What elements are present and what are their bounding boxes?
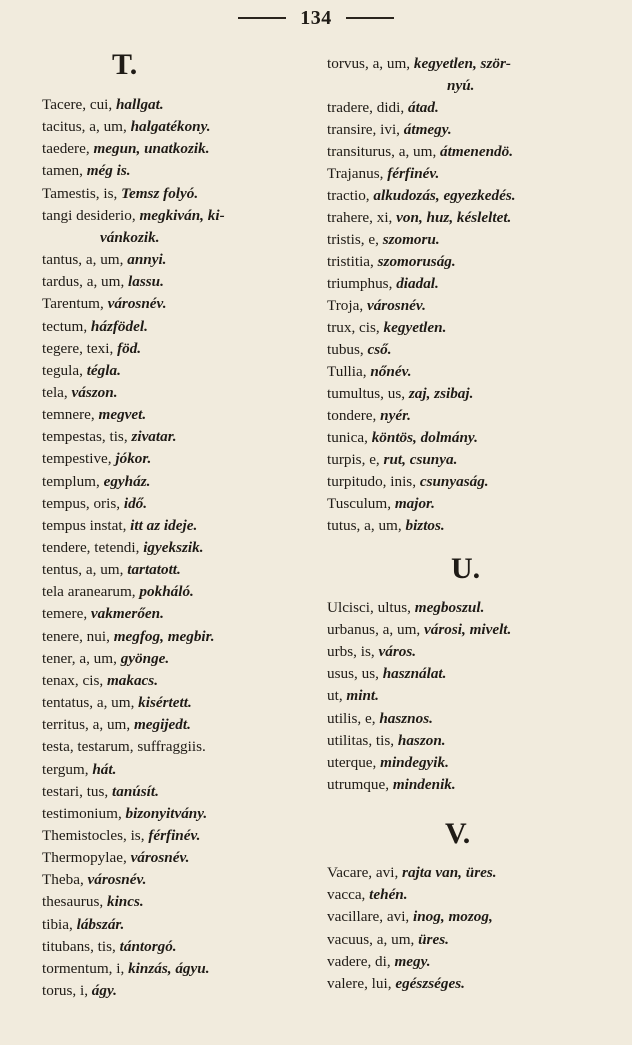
hungarian-translation: megvet. — [98, 406, 147, 424]
dictionary-entry — [42, 736, 206, 758]
hungarian-translation: makacs. — [106, 671, 158, 689]
hungarian-translation: használat. — [382, 665, 447, 683]
latin-headword: thesaurus, — [42, 893, 104, 911]
dictionary-entry — [327, 493, 435, 515]
hungarian-translation: tartatott. — [127, 561, 181, 579]
dictionary-entry — [42, 958, 210, 980]
latin-headword: Tusculum, — [327, 495, 392, 512]
hungarian-translation: egészséges. — [395, 975, 465, 992]
latin-headword: usus, us, — [327, 665, 379, 683]
dictionary-entry — [42, 581, 194, 603]
latin-headword: tondere, — [327, 407, 377, 424]
hungarian-translation: gyönge. — [120, 649, 170, 667]
dictionary-entry — [327, 361, 412, 383]
hungarian-translation: üres. — [418, 930, 449, 948]
hungarian-translation: mint. — [346, 687, 379, 705]
latin-headword: triumphus, — [327, 275, 393, 292]
dictionary-entry — [327, 427, 478, 449]
latin-headword: vacillare, avi, — [327, 908, 410, 926]
hungarian-translation: mindenik. — [392, 775, 456, 793]
hungarian-translation: mindegyik. — [380, 753, 449, 771]
hungarian-translation: nyér. — [380, 407, 411, 424]
latin-headword: trahere, xi, — [327, 209, 393, 226]
hungarian-translation: inog, mozog, — [413, 908, 493, 926]
latin-headword: testimonium, — [42, 804, 122, 822]
hungarian-translation: nőnév. — [370, 363, 412, 380]
dictionary-entry — [42, 891, 144, 913]
hungarian-translation: férfinév. — [148, 826, 201, 844]
hungarian-translation: kinzás, ágyu. — [128, 959, 210, 977]
hungarian-translation: rut, csunya. — [383, 451, 458, 468]
latin-headword: templum, — [42, 472, 100, 490]
dictionary-entry — [42, 648, 169, 670]
dictionary-entry — [327, 295, 426, 317]
dictionary-entry — [42, 426, 177, 448]
hungarian-translation: ágy. — [91, 982, 117, 999]
dictionary-entry — [42, 847, 189, 869]
dictionary-entry — [327, 119, 452, 141]
latin-headword: Tarentum, — [42, 295, 104, 313]
dictionary-entry — [42, 559, 181, 581]
hungarian-translation: jókor. — [115, 450, 152, 468]
hungarian-translation: köntös, dolmány. — [371, 429, 478, 446]
hungarian-translation: városnév. — [130, 849, 190, 867]
latin-headword: tacitus, a, um, — [42, 118, 127, 136]
dictionary-entry — [327, 383, 473, 405]
latin-headword: vacuus, a, um, — [327, 930, 415, 948]
hungarian-translation: rajta van, üres. — [402, 864, 497, 881]
hungarian-translation: város. — [378, 643, 417, 661]
latin-headword: trux, cis, — [327, 319, 380, 336]
dictionary-entry — [42, 404, 146, 426]
hungarian-translation: tégla. — [86, 361, 121, 379]
dictionary-entry — [327, 339, 392, 361]
hungarian-translation: vászon. — [71, 383, 118, 401]
hungarian-translation: cső. — [367, 341, 392, 358]
latin-headword: tangi desiderio, — [42, 206, 136, 224]
latin-headword: uterque, — [327, 753, 377, 771]
latin-headword: torus, i, — [42, 982, 88, 999]
hungarian-translation: bizonyitvány. — [125, 804, 208, 822]
dictionary-entry — [327, 685, 379, 707]
hungarian-translation: föd. — [117, 339, 142, 357]
hungarian-translation: tehén. — [369, 886, 408, 904]
header-dash-left — [238, 17, 286, 19]
latin-headword: utilis, e, — [327, 709, 376, 727]
hungarian-translation: biztos. — [405, 517, 445, 534]
dictionary-entry — [327, 597, 484, 619]
latin-headword: urbanus, a, um, — [327, 621, 421, 639]
dictionary-entry — [42, 914, 124, 936]
hungarian-translation: még is. — [86, 162, 131, 180]
dictionary-entry — [327, 185, 516, 207]
hungarian-translation: hát. — [92, 760, 117, 778]
latin-headword: turpitudo, inis, — [327, 473, 417, 490]
latin-headword: transiturus, a, um, — [327, 143, 437, 160]
hungarian-translation: igyekszik. — [143, 539, 204, 556]
page-number: 134 — [300, 6, 332, 29]
latin-headword: tibia, — [42, 915, 73, 933]
latin-headword: tubus, — [327, 341, 364, 358]
hungarian-translation: lassu. — [128, 273, 164, 291]
latin-headword: Theba, — [42, 871, 84, 889]
latin-headword: tenax, cis, — [42, 671, 104, 689]
dictionary-entry — [327, 730, 446, 752]
dictionary-entry — [327, 774, 456, 796]
dictionary-entry — [42, 781, 159, 803]
latin-headword: utilitas, tis, — [327, 731, 395, 749]
latin-headword: tristitia, — [327, 253, 374, 270]
hungarian-translation: annyi. — [127, 251, 167, 269]
hungarian-translation: városnév. — [107, 295, 167, 313]
latin-headword: Troja, — [327, 297, 364, 314]
latin-headword: tentus, a, um, — [42, 561, 124, 579]
dictionary-entry — [42, 160, 131, 182]
latin-headword: tamen, — [42, 162, 83, 180]
latin-headword: tela aranearum, — [42, 583, 136, 601]
latin-headword: tempus instat, — [42, 516, 127, 534]
hungarian-translation: városi, mivelt. — [424, 621, 512, 639]
dictionary-entry — [327, 53, 511, 75]
latin-headword: tantus, a, um, — [42, 251, 124, 269]
dictionary-entry — [327, 449, 457, 471]
latin-headword: tumultus, us, — [327, 385, 406, 402]
hungarian-translation: házfödel. — [90, 317, 148, 335]
latin-headword: tegula, — [42, 361, 83, 379]
hungarian-translation: városnév. — [366, 297, 426, 314]
hungarian-translation: megun, unatkozik. — [93, 140, 210, 158]
dictionary-entry — [327, 708, 433, 730]
dictionary-entry — [42, 183, 198, 205]
dictionary-entry — [42, 249, 166, 271]
dictionary-entry — [42, 869, 146, 891]
dictionary-entry — [42, 936, 177, 958]
dictionary-entry — [42, 493, 147, 515]
latin-headword: temnere, — [42, 406, 95, 424]
dictionary-entry — [42, 759, 116, 781]
hungarian-translation: idő. — [123, 494, 148, 512]
hungarian-translation: hasznos. — [379, 709, 433, 727]
translation-continuation: vánkozik. — [100, 228, 160, 246]
hungarian-translation: megijedt. — [133, 716, 191, 734]
hungarian-translation: megboszul. — [414, 599, 485, 616]
dictionary-entry — [42, 714, 191, 736]
latin-headword: tempus, oris, — [42, 494, 121, 512]
header-dash-right — [346, 17, 394, 19]
hungarian-translation: szomoru. — [382, 231, 440, 248]
hungarian-translation: major. — [394, 495, 435, 512]
dictionary-entry — [42, 515, 197, 537]
latin-headword: testa, testarum, suffraggiis. — [42, 738, 206, 756]
hungarian-translation: átad. — [407, 99, 439, 116]
translation-continuation: nyú. — [447, 77, 475, 94]
dictionary-entry — [327, 515, 445, 537]
dictionary-entry — [327, 273, 439, 295]
latin-headword: tener, a, um, — [42, 649, 117, 667]
latin-headword: utrumque, — [327, 775, 390, 793]
dictionary-entry — [327, 951, 431, 973]
latin-headword: tunica, — [327, 429, 368, 446]
hungarian-translation: zaj, zsibaj. — [408, 385, 474, 402]
latin-headword: torvus, a, um, — [327, 55, 411, 72]
hungarian-translation: Temsz folyó. — [121, 184, 199, 202]
dictionary-entry — [42, 138, 210, 160]
dictionary-entry — [327, 641, 416, 663]
hungarian-translation: diadal. — [396, 275, 439, 292]
hungarian-translation: alkudozás, egyezkedés. — [373, 187, 516, 204]
section-letter: V. — [445, 817, 471, 850]
latin-headword: Thermopylae, — [42, 849, 127, 867]
latin-headword: tradere, didi, — [327, 99, 405, 116]
latin-headword: tutus, a, um, — [327, 517, 402, 534]
dictionary-entry — [42, 271, 164, 293]
dictionary-entry — [42, 803, 207, 825]
latin-headword: tempestive, — [42, 450, 112, 468]
dictionary-entry — [42, 471, 150, 493]
page-header — [0, 6, 632, 30]
dictionary-entry — [42, 537, 204, 559]
dictionary-entry — [327, 884, 408, 906]
dictionary-entry — [42, 670, 158, 692]
hungarian-translation: lábszár. — [76, 915, 125, 933]
latin-headword: tormentum, i, — [42, 959, 125, 977]
latin-headword: Ulcisci, ultus, — [327, 599, 411, 616]
section-letter: T. — [112, 48, 138, 81]
dictionary-entry — [42, 448, 151, 470]
hungarian-translation: egyház. — [103, 472, 151, 490]
dictionary-entry — [42, 692, 192, 714]
dictionary-entry — [327, 317, 446, 339]
hungarian-translation: hallgat. — [115, 96, 164, 113]
latin-headword: temere, — [42, 605, 88, 623]
dictionary-entry — [42, 603, 164, 625]
latin-headword: tenere, nui, — [42, 627, 110, 645]
dictionary-entry — [42, 293, 167, 315]
dictionary-entry — [327, 619, 511, 641]
latin-headword: Tacere, cui, — [42, 96, 113, 113]
hungarian-translation: városnév. — [87, 871, 147, 889]
latin-headword: ut, — [327, 687, 343, 705]
hungarian-translation: halgatékony. — [130, 118, 211, 136]
hungarian-translation: kegyetlen. — [383, 319, 447, 336]
latin-headword: Trajanus, — [327, 165, 384, 182]
dictionary-entry — [327, 663, 446, 685]
dictionary-entry — [327, 752, 449, 774]
dictionary-entry — [42, 382, 118, 404]
hungarian-translation: kincs. — [106, 893, 144, 911]
dictionary-entry — [42, 316, 148, 338]
dictionary-entry — [42, 338, 141, 360]
latin-headword: tela, — [42, 383, 68, 401]
hungarian-translation: szomoruság. — [377, 253, 456, 270]
dictionary-entry — [327, 471, 489, 493]
dictionary-entry — [327, 97, 439, 119]
latin-headword: Vacare, avi, — [327, 864, 399, 881]
hungarian-translation: tántorgó. — [119, 937, 177, 955]
latin-headword: vadere, di, — [327, 952, 391, 970]
latin-headword: tempestas, tis, — [42, 428, 128, 446]
dictionary-entry — [42, 626, 215, 648]
hungarian-translation: itt az ideje. — [130, 516, 198, 534]
latin-headword: vacca, — [327, 886, 366, 904]
hungarian-translation: von, huz, késleltet. — [396, 209, 512, 226]
latin-headword: tegere, texi, — [42, 339, 114, 357]
latin-headword: urbs, is, — [327, 643, 375, 661]
latin-headword: Tamestis, is, — [42, 184, 118, 202]
hungarian-translation: kegyetlen, ször- — [413, 55, 511, 72]
hungarian-translation: haszon. — [397, 731, 446, 749]
latin-headword: territus, a, um, — [42, 716, 131, 734]
dictionary-entry — [42, 360, 121, 382]
hungarian-translation: férfinév. — [387, 165, 440, 182]
latin-headword: tendere, tetendi, — [42, 539, 140, 556]
latin-headword: testari, tus, — [42, 782, 109, 800]
dictionary-entry — [327, 906, 493, 928]
hungarian-translation: csunyaság. — [419, 473, 489, 490]
hungarian-translation: kisértett. — [138, 694, 192, 712]
dictionary-entry — [42, 94, 164, 116]
dictionary-entry — [327, 929, 449, 951]
latin-headword: turpis, e, — [327, 451, 380, 468]
hungarian-translation: megfog, megbir. — [113, 627, 215, 645]
latin-headword: taedere, — [42, 140, 90, 158]
dictionary-entry — [327, 207, 511, 229]
latin-headword: tentatus, a, um, — [42, 694, 135, 712]
hungarian-translation: megy. — [394, 952, 431, 970]
hungarian-translation: zivatar. — [131, 428, 177, 446]
dictionary-entry — [327, 163, 439, 185]
latin-headword: titubans, tis, — [42, 937, 116, 955]
latin-headword: transire, ivi, — [327, 121, 400, 138]
latin-headword: Tullia, — [327, 363, 367, 380]
latin-headword: tergum, — [42, 760, 89, 778]
latin-headword: Themistocles, is, — [42, 826, 145, 844]
hungarian-translation: tanúsít. — [112, 782, 159, 800]
hungarian-translation: átmenendö. — [440, 143, 514, 160]
dictionary-entry — [42, 205, 225, 227]
dictionary-entry — [327, 862, 497, 884]
hungarian-translation: vakmerően. — [90, 605, 164, 623]
latin-headword: tardus, a, um, — [42, 273, 125, 291]
dictionary-entry — [327, 141, 513, 163]
dictionary-entry — [42, 116, 211, 138]
latin-headword: valere, lui, — [327, 975, 392, 992]
dictionary-entry — [327, 251, 456, 273]
dictionary-entry — [42, 980, 117, 1002]
latin-headword: tristis, e, — [327, 231, 379, 248]
latin-headword: tectum, — [42, 317, 88, 335]
hungarian-translation: megkiván, ki- — [139, 206, 225, 224]
hungarian-translation: pokháló. — [139, 583, 194, 601]
hungarian-translation: átmegy. — [403, 121, 452, 138]
dictionary-entry — [327, 405, 411, 427]
dictionary-entry — [327, 229, 440, 251]
section-letter: U. — [451, 552, 481, 585]
latin-headword: tractio, — [327, 187, 370, 204]
dictionary-entry — [42, 825, 200, 847]
dictionary-entry — [327, 973, 465, 995]
